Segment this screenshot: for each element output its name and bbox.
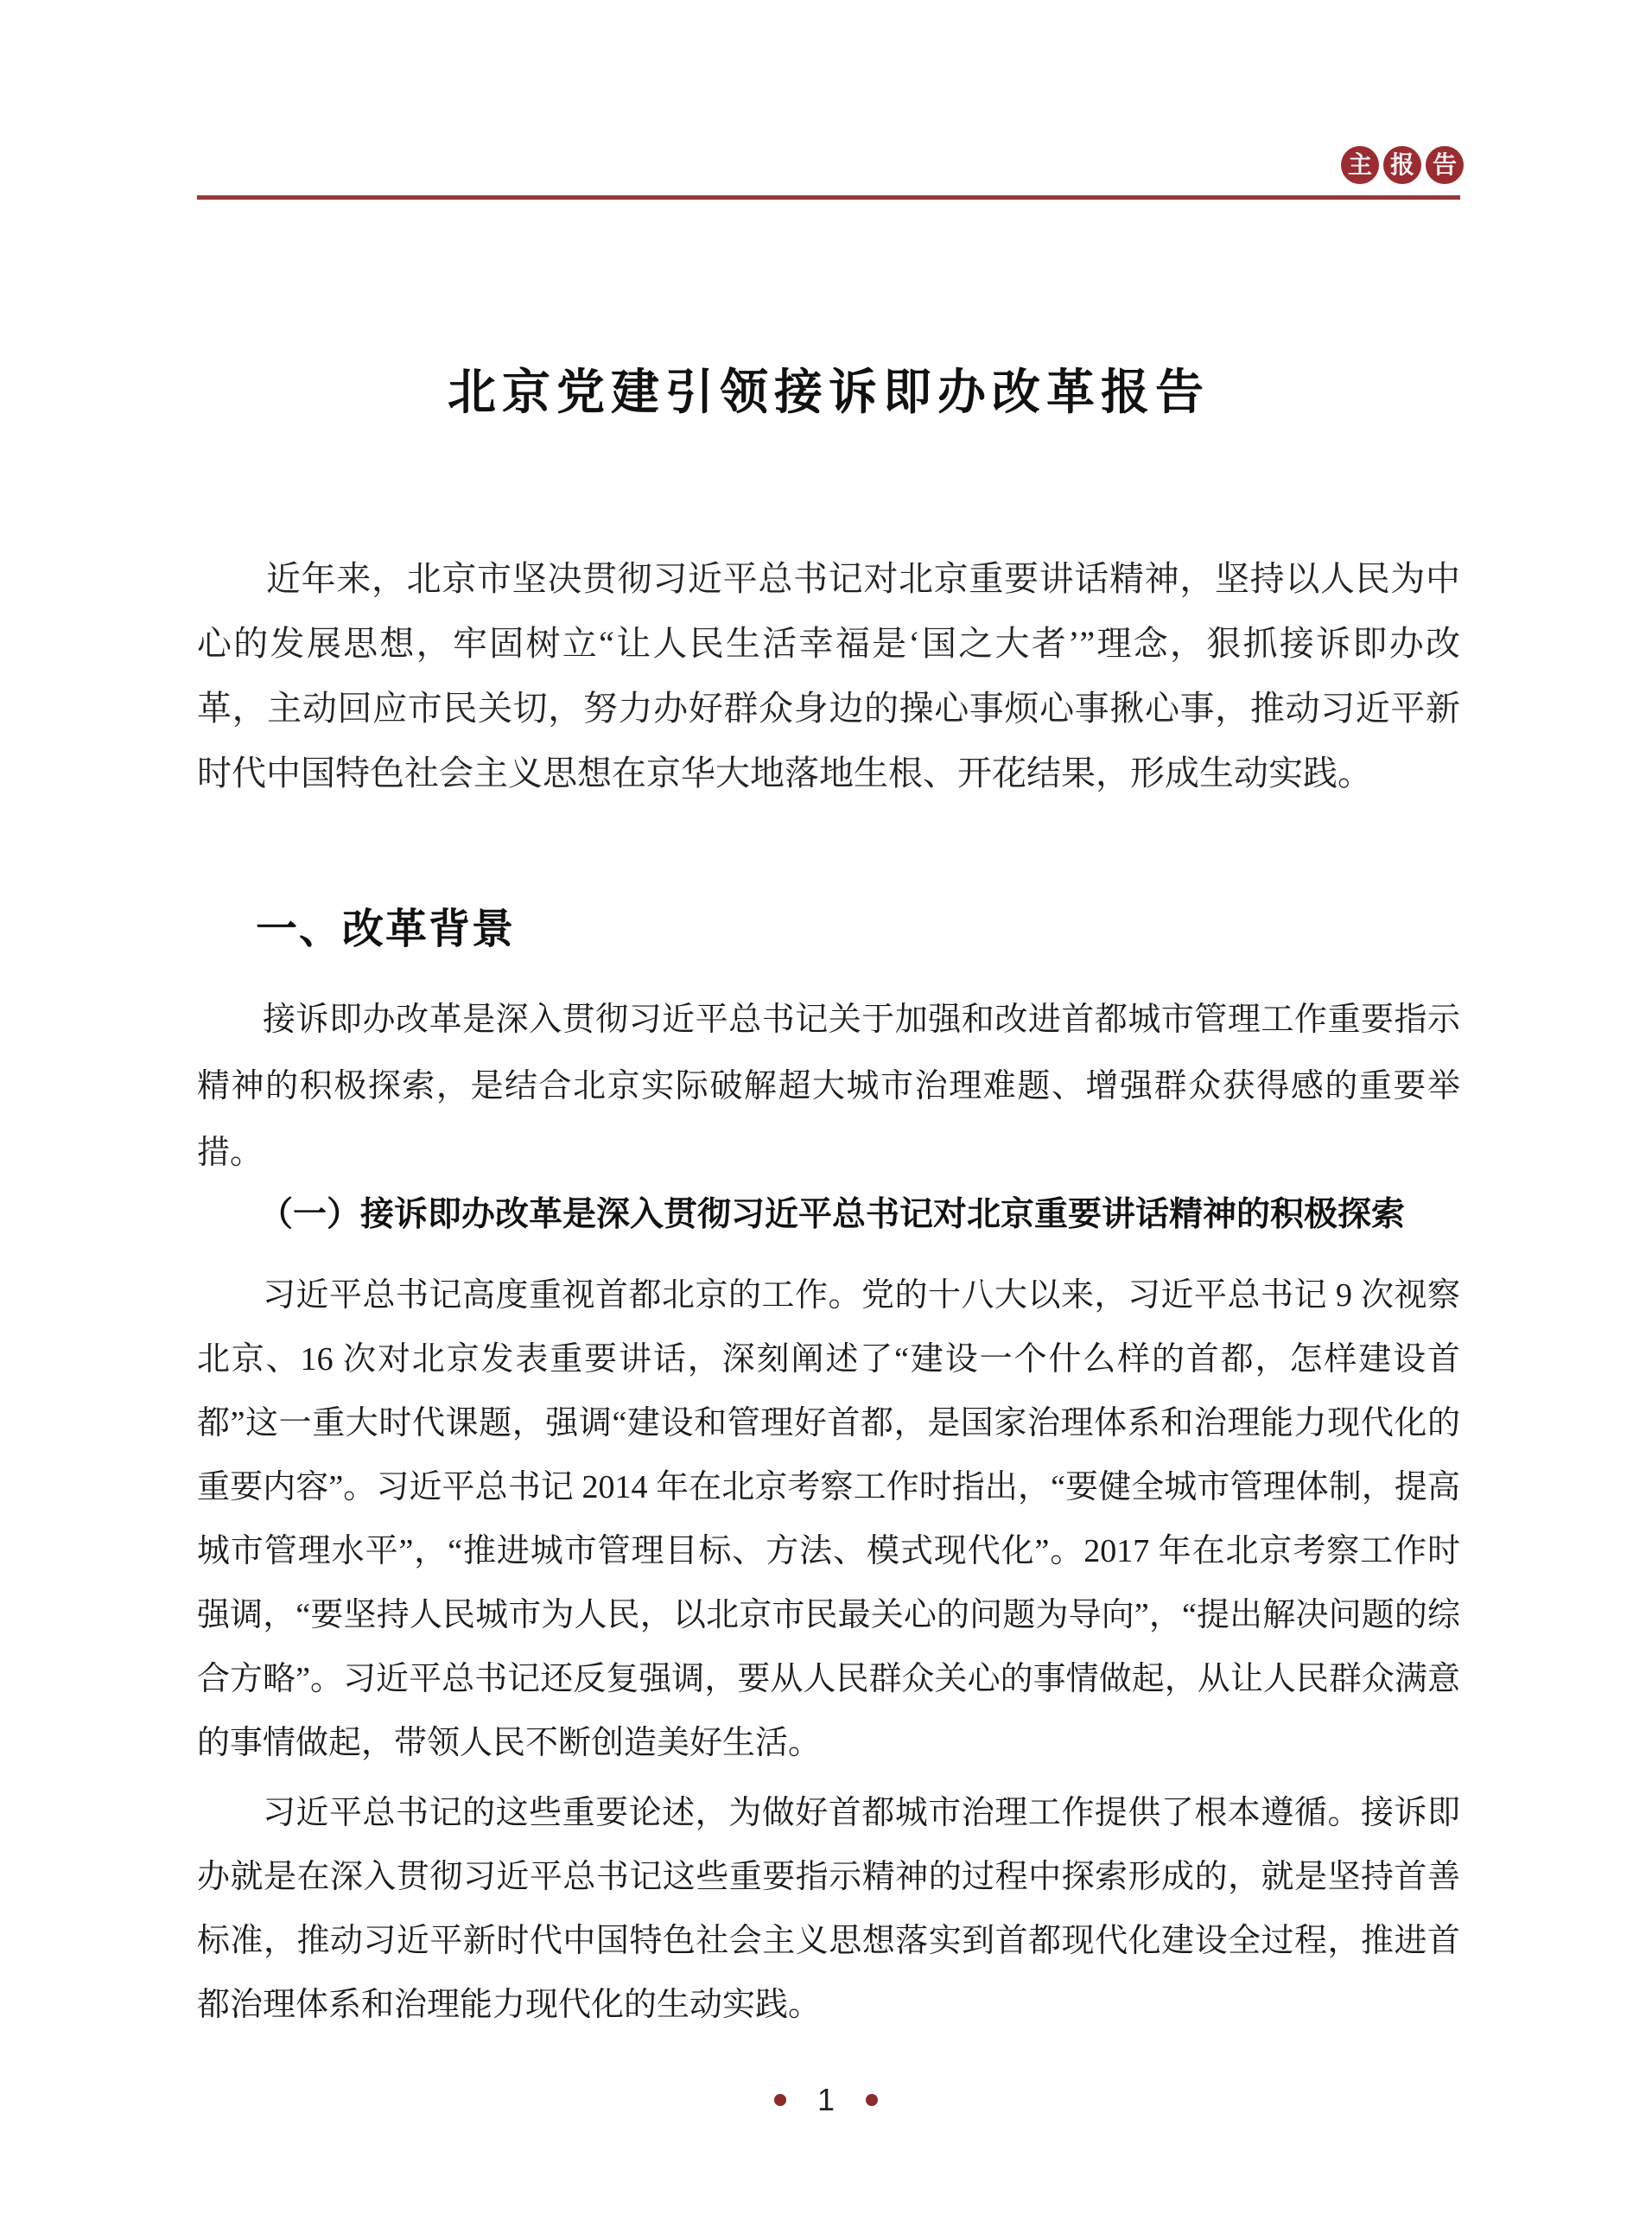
badge-circle-icon: 告 bbox=[1426, 146, 1464, 184]
document-title: 北京党建引领接诉即办改革报告 bbox=[448, 364, 1210, 419]
body-paragraph-1: 习近平总书记高度重视首都北京的工作。党的十八大以来，习近平总书记 9 次视察北京、16 次对北京发表重要讲话，深刻阐述了“建设一个什么样的首都，怎样建设首都”这一重大时代课题，强调“建设和管理好首都，是国家治理体系和治理能力现代化的重要内容”。习近平总书记 2014 年在北京考察工作时指出，“要健全城市管理体制，提高城市管理水平”，“推进城市管理目标、方法、模式现代化”。2017 年在北京考察工作时强调，“要坚持人民城市为人民，以北京市民最关心的问题为导向”，“提出解决问题的综合方略”。习近平总书记还反复强调，要从人民群众关心的事情做起，从让人民群众满意的事情做起，带领人民不断创造美好生活。 bbox=[197, 1277, 1460, 1761]
badge-circle-icon: 主 bbox=[1341, 146, 1379, 184]
subsection-heading: （一）接诉即办改革是深入贯彻习近平总书记对北京重要讲话精神的积极探索 bbox=[259, 1196, 1406, 1233]
page-dot-icon bbox=[774, 2094, 786, 2106]
footer-page-number bbox=[0, 2084, 1652, 2116]
section-heading: 一、改革背景 bbox=[256, 906, 516, 952]
section-lead-paragraph: 接诉即办改革是深入贯彻习近平总书记关于加强和改进首都城市管理工作重要指示精神的积极探索，是结合北京实际破解超大城市治理难题、增强群众获得感的重要举措。 bbox=[197, 1002, 1460, 1171]
intro-paragraph: 近年来，北京市坚决贯彻习近平总书记对北京重要讲话精神，坚持以人民为中心的发展思想，牢固树立“让人民生活幸福是‘国之大者’”理念，狠抓接诉即办改革，主动回应市民关切，努力办好群众身边的操心事烦心事揪心事，推动习近平新时代中国特色社会主义思想在京华大地落地生根、开花结果，形成生动实践。 bbox=[197, 559, 1460, 792]
page-dot-icon bbox=[866, 2094, 878, 2106]
header-badge bbox=[1341, 146, 1464, 184]
header-rule bbox=[197, 195, 1460, 200]
badge-circle-icon: 报 bbox=[1383, 146, 1421, 184]
page-number: 1 bbox=[816, 2082, 836, 2117]
body-paragraph-2: 习近平总书记的这些重要论述，为做好首都城市治理工作提供了根本遵循。接诉即办就是在深入贯彻习近平总书记这些重要指示精神的过程中探索形成的，就是坚持首善标准，推动习近平新时代中国特色社会主义思想落实到首都现代化建设全过程，推进首都治理体系和治理能力现代化的生动实践。 bbox=[197, 1795, 1460, 2023]
